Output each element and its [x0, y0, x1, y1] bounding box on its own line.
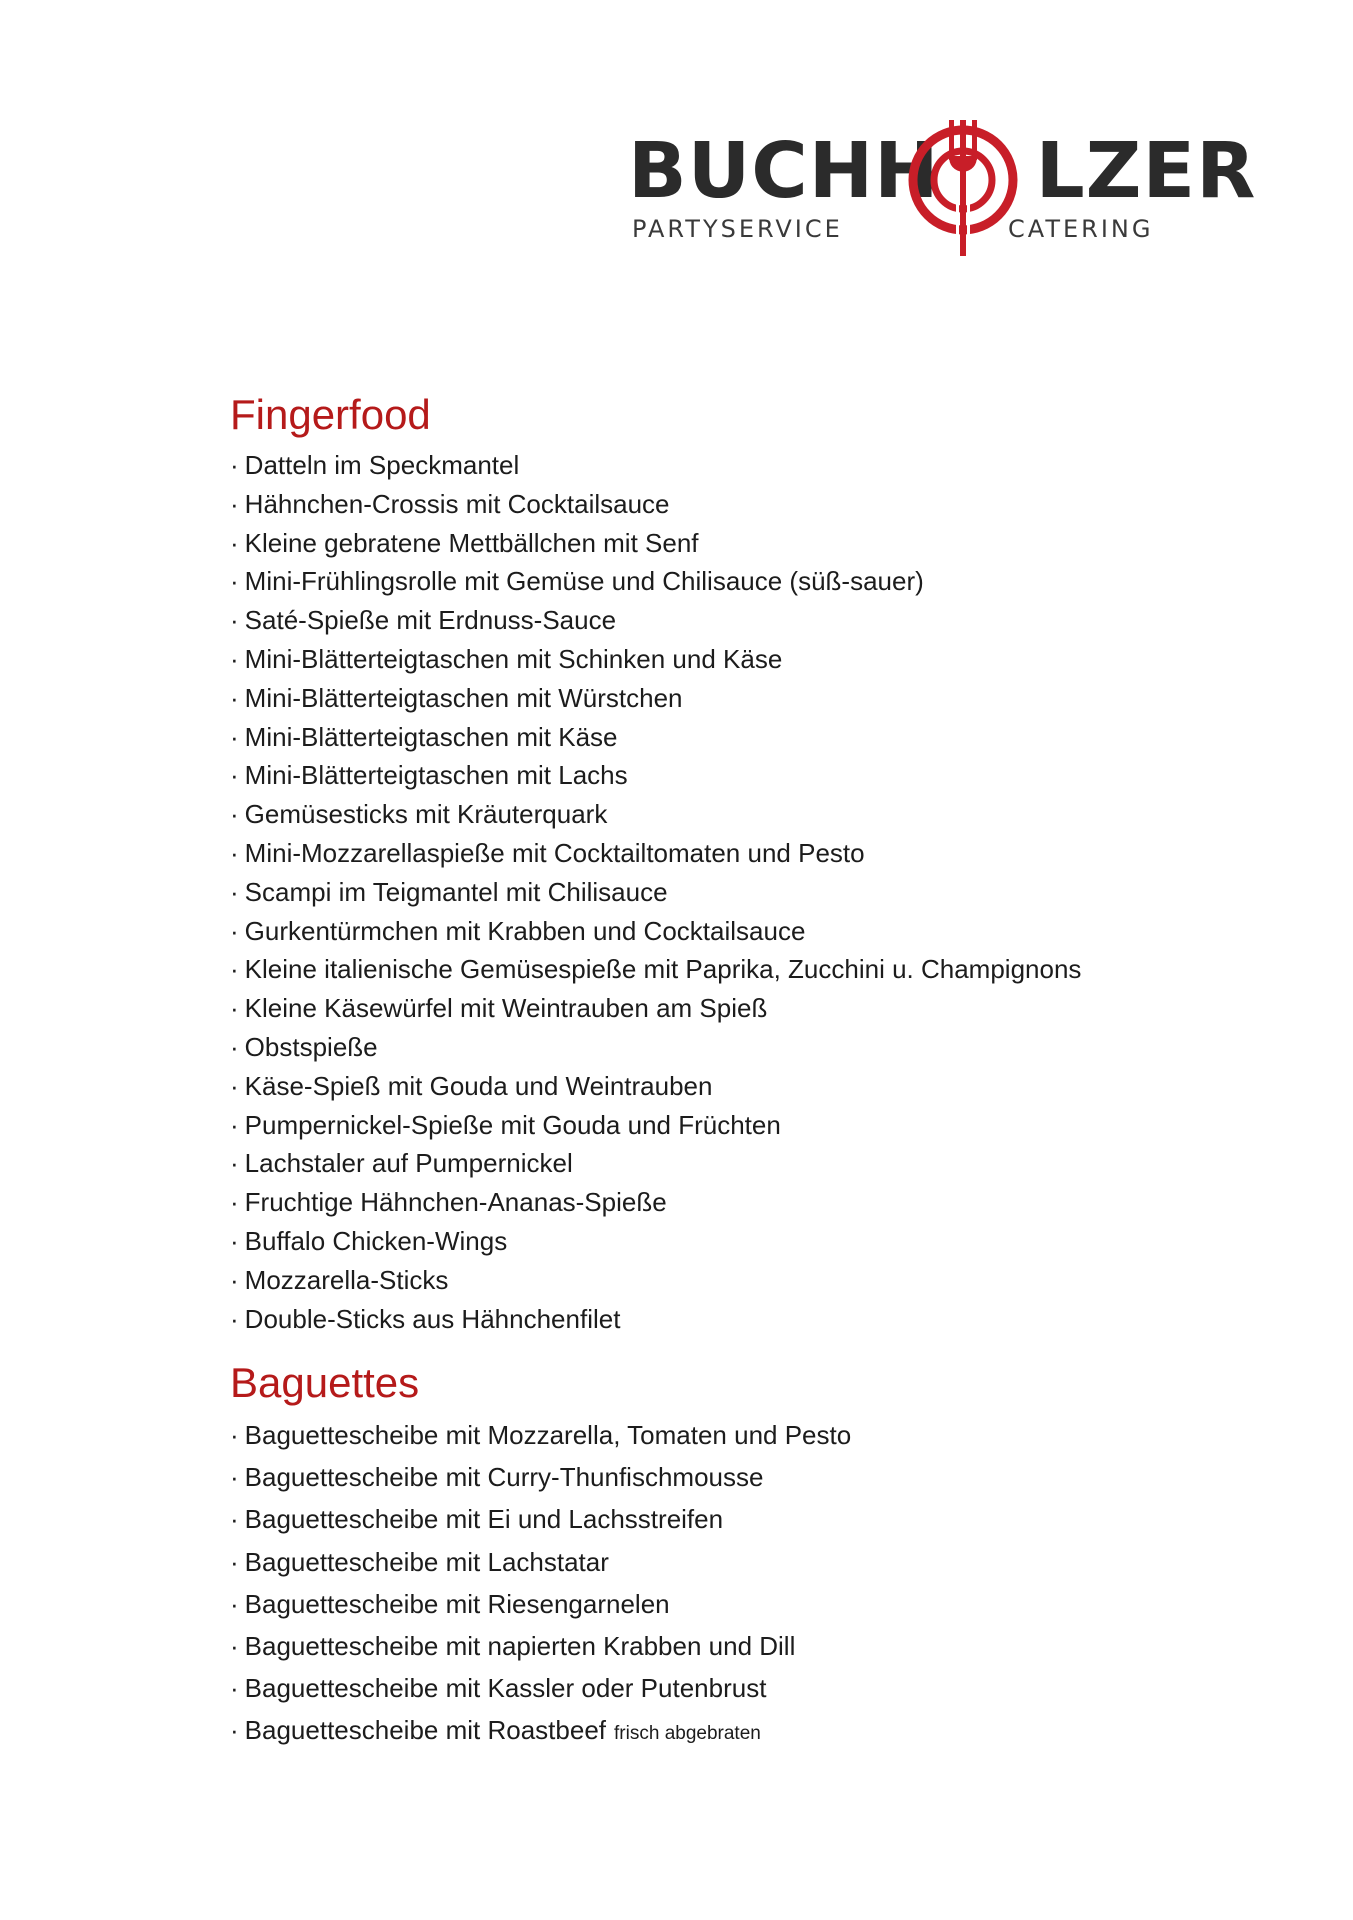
list-item-text: Käse-Spieß mit Gouda und Weintrauben [244, 1070, 713, 1101]
list-item-text: Baguettescheibe mit Mozzarella, Tomaten und Pesto [244, 1420, 852, 1450]
list-item-text: Mini-Blätterteigtaschen mit Lachs [244, 760, 628, 791]
bullet-mark: · [230, 605, 239, 636]
list-item-text: Baguettescheibe mit Kassler oder Putenbrust [244, 1673, 767, 1704]
list-item [230, 795, 1081, 834]
bullet-mark: · [230, 760, 239, 791]
logo-wordmark-left: BUCHH [628, 127, 940, 216]
bullet-mark: · [230, 1462, 239, 1493]
list-item-text: Baguettescheibe mit Curry-Thunfischmousse [244, 1462, 764, 1493]
list-item-text: Kleine Käsewürfel mit Weintrauben am Spieß [244, 993, 768, 1024]
list-item [230, 1144, 1081, 1183]
list-item-text: Scampi im Teigmantel mit Chilisauce [244, 876, 668, 907]
list-item-text: Mini-Blätterteigtaschen mit Schinken und Käse [244, 643, 783, 674]
bullet-mark: · [230, 1303, 239, 1334]
list-item [230, 1414, 851, 1456]
logo [628, 118, 1257, 258]
bullet-mark: · [230, 1420, 239, 1450]
list-item [230, 446, 1081, 485]
list-item-text: Saté-Spieße mit Erdnuss-Sauce [244, 605, 617, 636]
list-item-text: Pumpernickel-Spieße mit Gouda und Früchten [244, 1109, 781, 1140]
bullet-mark: · [230, 1630, 239, 1661]
bullet-mark: · [230, 1148, 239, 1179]
list-item [230, 1183, 1081, 1222]
list-item-text: Lachstaler auf Pumpernickel [244, 1148, 573, 1179]
bullet-mark: · [230, 799, 239, 830]
logo-subtitle-right: CATERING [1008, 215, 1154, 243]
bullet-mark: · [230, 1225, 239, 1256]
list-item-text: Kleine gebratene Mettbällchen mit Senf [244, 527, 699, 558]
list-item-text: Mini-Blätterteigtaschen mit Käse [244, 721, 618, 752]
bullet-mark: · [230, 1715, 239, 1746]
section-title-baguettes: Baguettes [230, 1359, 420, 1406]
list-item [230, 524, 1081, 563]
list-item [230, 1583, 851, 1625]
bullet-mark: · [230, 837, 239, 868]
list-item [230, 1625, 851, 1667]
list-item [230, 989, 1081, 1028]
bullet-mark: · [230, 993, 239, 1024]
bullet-mark: · [230, 1588, 239, 1619]
bullet-mark: · [230, 954, 239, 985]
list-item-text: Baguettescheibe mit Riesengarnelen [244, 1588, 670, 1619]
list-item-text: Baguettescheibe mit Roastbeef [244, 1715, 607, 1746]
bullet-mark: · [230, 527, 239, 558]
bullet-mark: · [230, 1109, 239, 1140]
list-item-text: Baguettescheibe mit napierten Krabben und Dill [244, 1630, 796, 1661]
list-item [230, 1222, 1081, 1261]
list-item [230, 1067, 1081, 1106]
list-item-text: Gurkentürmchen mit Krabben und Cocktailsauce [244, 915, 806, 946]
baguettes-list [230, 1414, 851, 1752]
list-item-text: Mini-Blätterteigtaschen mit Würstchen [244, 682, 683, 713]
bullet-mark: · [230, 1187, 239, 1218]
list-item-text: Hähnchen-Crossis mit Cocktailsauce [244, 488, 670, 519]
list-item-text: Baguettescheibe mit Lachstatar [244, 1546, 609, 1577]
list-item [230, 1541, 851, 1583]
list-item [230, 1456, 851, 1498]
list-item-text: Mini-Mozzarellaspieße mit Cocktailtomaten und Pesto [244, 837, 865, 868]
fingerfood-list [230, 446, 1081, 1338]
list-item [230, 1106, 1081, 1145]
bullet-mark: · [230, 876, 239, 907]
list-item-text: Fruchtige Hähnchen-Ananas-Spieße [244, 1187, 667, 1218]
list-item-text: Datteln im Speckmantel [244, 450, 520, 480]
list-item [230, 756, 1081, 795]
list-item-text: Mini-Frühlingsrolle mit Gemüse und Chilisauce (süß-sauer) [244, 566, 924, 597]
list-item-text: Buffalo Chicken-Wings [244, 1225, 508, 1256]
list-item [230, 873, 1081, 912]
list-item [230, 562, 1081, 601]
bullet-mark: · [230, 566, 239, 597]
bullet-mark: · [230, 1070, 239, 1101]
list-item [230, 1498, 851, 1540]
bullet-mark: · [230, 915, 239, 946]
list-item [230, 679, 1081, 718]
list-item [230, 601, 1081, 640]
list-item [230, 640, 1081, 679]
list-item [230, 1261, 1081, 1300]
list-item [230, 912, 1081, 951]
list-item-text: Double-Sticks aus Hähnchenfilet [244, 1303, 621, 1334]
bullet-mark: · [230, 1504, 239, 1535]
list-item-note: frisch abgebraten [614, 1723, 761, 1745]
list-item-text: Baguettescheibe mit Ei und Lachsstreifen [244, 1504, 724, 1535]
list-item [230, 950, 1081, 989]
logo-wordmark-right: LZER [1035, 127, 1257, 216]
list-item-text: Gemüsesticks mit Kräuterquark [244, 799, 608, 830]
section-title-fingerfood: Fingerfood [230, 391, 431, 438]
list-item [230, 1709, 851, 1751]
bullet-mark: · [230, 1546, 239, 1577]
bullet-mark: · [230, 488, 239, 519]
list-item [230, 485, 1081, 524]
bullet-mark: · [230, 1031, 239, 1062]
list-item [230, 1028, 1081, 1067]
list-item-text: Obstspieße [244, 1031, 378, 1062]
list-item-text: Kleine italienische Gemüsespieße mit Paprika, Zucchini u. Champignons [244, 954, 1082, 985]
list-item [230, 834, 1081, 873]
logo-subtitle-left: PARTYSERVICE [632, 215, 843, 243]
bullet-mark: · [230, 682, 239, 713]
list-item [230, 718, 1081, 757]
list-item [230, 1300, 1081, 1339]
bullet-mark: · [230, 721, 239, 752]
bullet-mark: · [230, 643, 239, 674]
list-item [230, 1667, 851, 1709]
bullet-mark: · [230, 450, 239, 480]
bullet-mark: · [230, 1264, 239, 1295]
bullet-mark: · [230, 1673, 239, 1704]
list-item-text: Mozzarella-Sticks [244, 1264, 449, 1295]
